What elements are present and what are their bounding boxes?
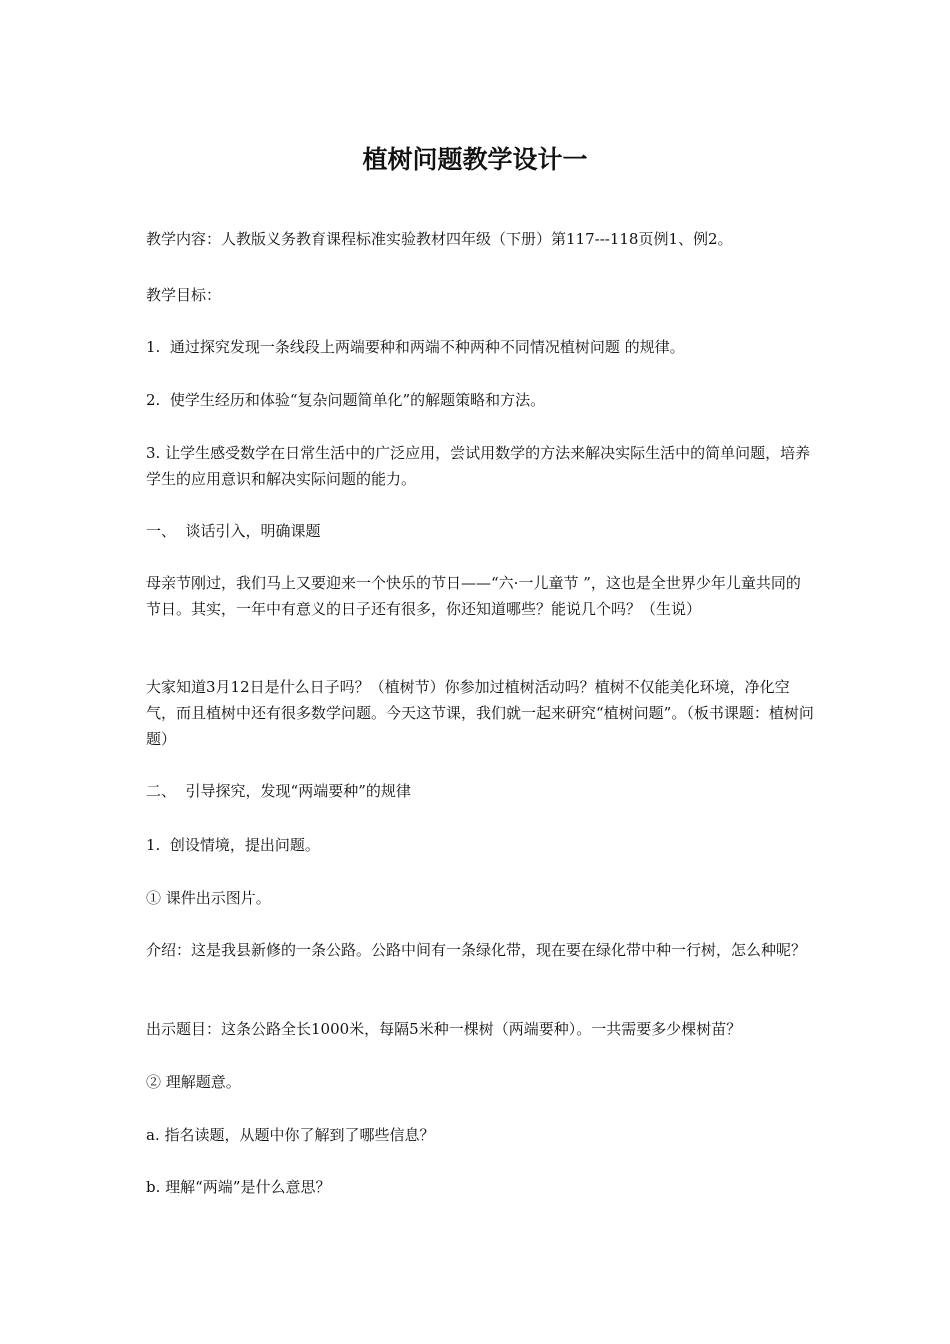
paragraph-item-a: a. 指名读题，从题中你了解到了哪些信息？ [146, 1126, 435, 1144]
paragraph-goal-1: 1. 通过探究发现一条线段上两端要种和两端不种两种不同情况植树问题 的规律。 [146, 338, 685, 356]
paragraph-problem-statement: 出示题目：这条公路全长1000米，每隔5米种一棵树（两端要种）。一共需要多少棵树苗？ [146, 1020, 742, 1038]
section-heading-2: 二、 引导探究，发现“两端要种”的规律 [146, 782, 411, 800]
paragraph-teaching-goals-heading: 教学目标： [146, 286, 222, 304]
paragraph-goal-3: 3. 让学生感受数学在日常生活中的广泛应用，尝试用数学的方法来解决实际生活中的简单问题，培养学生的应用意识和解决实际问题的能力。 [146, 444, 811, 488]
paragraph-step-1: 1. 创设情境，提出问题。 [146, 836, 320, 854]
paragraph-show-picture: ① 课件出示图片。 [146, 889, 271, 907]
paragraph-arbor-day: 大家知道3月12日是什么日子吗？（植树节）你参加过植树活动吗？植树不仅能美化环境，净化空气，而且植树中还有很多数学问题。今天这节课，我们就一起来研究“植树问题”。（板书课题：植树问题） [146, 678, 814, 748]
paragraph-introduction-road: 介绍：这是我县新修的一条公路。公路中间有一条绿化带，现在要在绿化带中种一行树，怎么种呢？ [146, 941, 807, 959]
section-heading-1: 一、 谈话引入，明确课题 [146, 522, 321, 540]
paragraph-item-b: b. 理解“两端”是什么意思？ [146, 1178, 331, 1196]
paragraph-goal-2: 2. 使学生经历和体验“复杂问题简单化”的解题策略和方法。 [146, 391, 546, 409]
document-title: 植树问题教学设计一 [362, 145, 588, 174]
paragraph-intro-holidays: 母亲节刚过，我们马上又要迎来一个快乐的节日——“六·一儿童节 ”，这也是全世界少年儿童共同的节日。其实，一年中有意义的日子还有很多，你还知道哪些？能说几个吗？（生说） [146, 574, 801, 618]
paragraph-teaching-content: 教学内容：人教版义务教育课程标准实验教材四年级（下册）第117---118页例1、例2。 [146, 230, 733, 248]
paragraph-understand-problem: ② 理解题意。 [146, 1073, 241, 1091]
